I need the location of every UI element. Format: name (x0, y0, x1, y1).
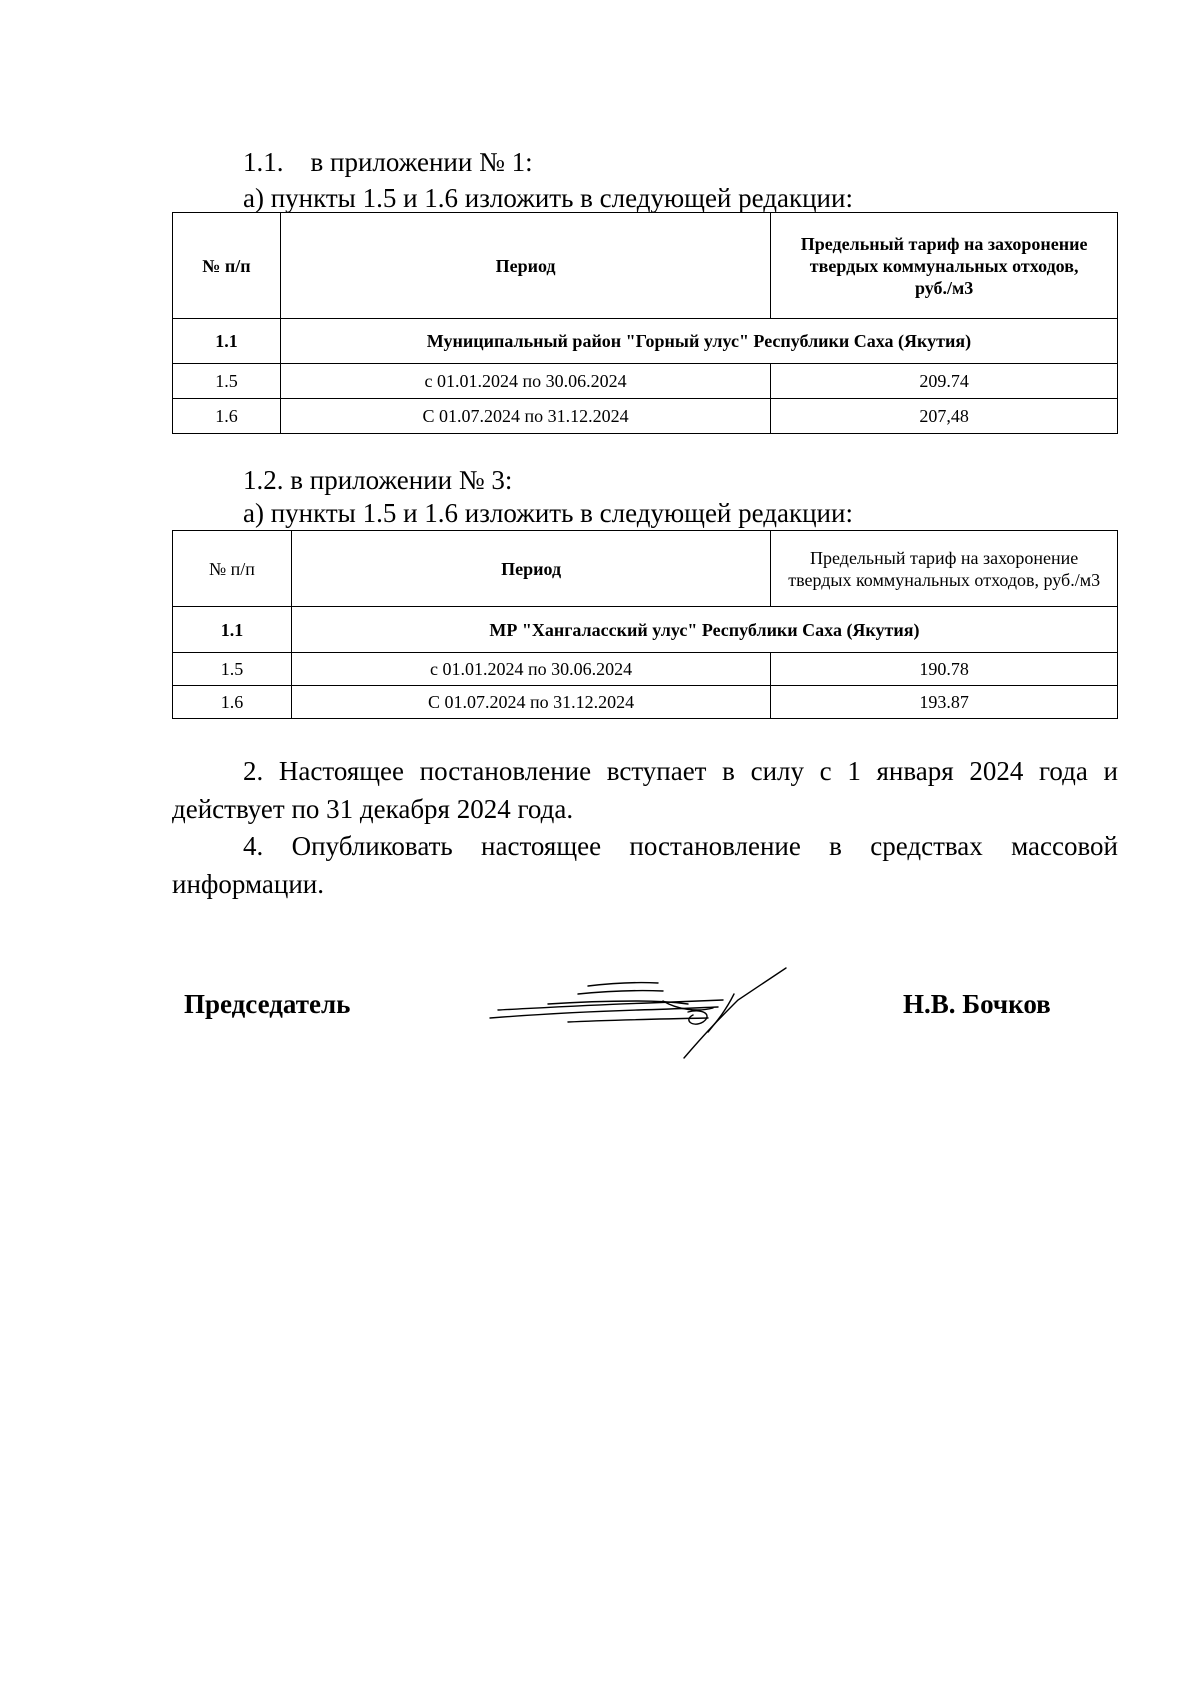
group-num: 1.1 (173, 607, 292, 653)
table-header-row (173, 531, 1118, 607)
row-tariff: 193.87 (771, 686, 1118, 719)
table-group-row (173, 607, 1118, 653)
group-name: МР "Хангаласский улус" Республики Саха (Якутия) (291, 607, 1117, 653)
signatory-name: Н.В. Бочков (903, 989, 1051, 1019)
section-1-title: 1.1. в приложении № 1: (243, 147, 533, 177)
row-tariff: 207,48 (771, 399, 1118, 434)
handwritten-signature (488, 960, 788, 1060)
row-tariff: 190.78 (771, 653, 1118, 686)
group-name: Муниципальный район "Горный улус" Республики Саха (Якутия) (280, 319, 1117, 364)
row-num: 1.5 (173, 364, 281, 399)
section-2-title: 1.2. в приложении № 3: (243, 465, 513, 495)
tariff-table-1 (172, 212, 1118, 434)
paragraph-4 (172, 827, 1118, 903)
header-num: № п/п (173, 531, 292, 607)
header-tariff: Предельный тариф на захоронение твердых коммунальных отходов, руб./м3 (771, 213, 1118, 319)
section-1-subtitle: а) пункты 1.5 и 1.6 изложить в следующей редакции: (243, 183, 853, 213)
row-period: с 01.01.2024 по 30.06.2024 (291, 653, 770, 686)
table-header-row (173, 213, 1118, 319)
header-period: Период (291, 531, 770, 607)
table-group-row (173, 319, 1118, 364)
header-period: Период (280, 213, 770, 319)
table-row (173, 653, 1118, 686)
signatory-title: Председатель (184, 989, 351, 1019)
row-num: 1.5 (173, 653, 292, 686)
table-row (173, 399, 1118, 434)
header-num: № п/п (173, 213, 281, 319)
row-num: 1.6 (173, 686, 292, 719)
paragraph-2 (172, 752, 1118, 828)
paragraph-4-text: 4. Опубликовать настоящее постановление в средствах массовой информации. (172, 831, 1118, 899)
header-tariff: Предельный тариф на захоронение твердых коммунальных отходов, руб./м3 (771, 531, 1118, 607)
table-row (173, 364, 1118, 399)
row-period: с 01.01.2024 по 30.06.2024 (280, 364, 770, 399)
tariff-table-2 (172, 530, 1118, 719)
row-tariff: 209.74 (771, 364, 1118, 399)
row-period: С 01.07.2024 по 31.12.2024 (291, 686, 770, 719)
paragraph-2-text: 2. Настоящее постановление вступает в силу с 1 января 2024 года и действует по 31 декабря 2024 года. (172, 756, 1118, 824)
section-2-subtitle: а) пункты 1.5 и 1.6 изложить в следующей редакции: (243, 498, 853, 528)
row-num: 1.6 (173, 399, 281, 434)
row-period: С 01.07.2024 по 31.12.2024 (280, 399, 770, 434)
table-row (173, 686, 1118, 719)
group-num: 1.1 (173, 319, 281, 364)
